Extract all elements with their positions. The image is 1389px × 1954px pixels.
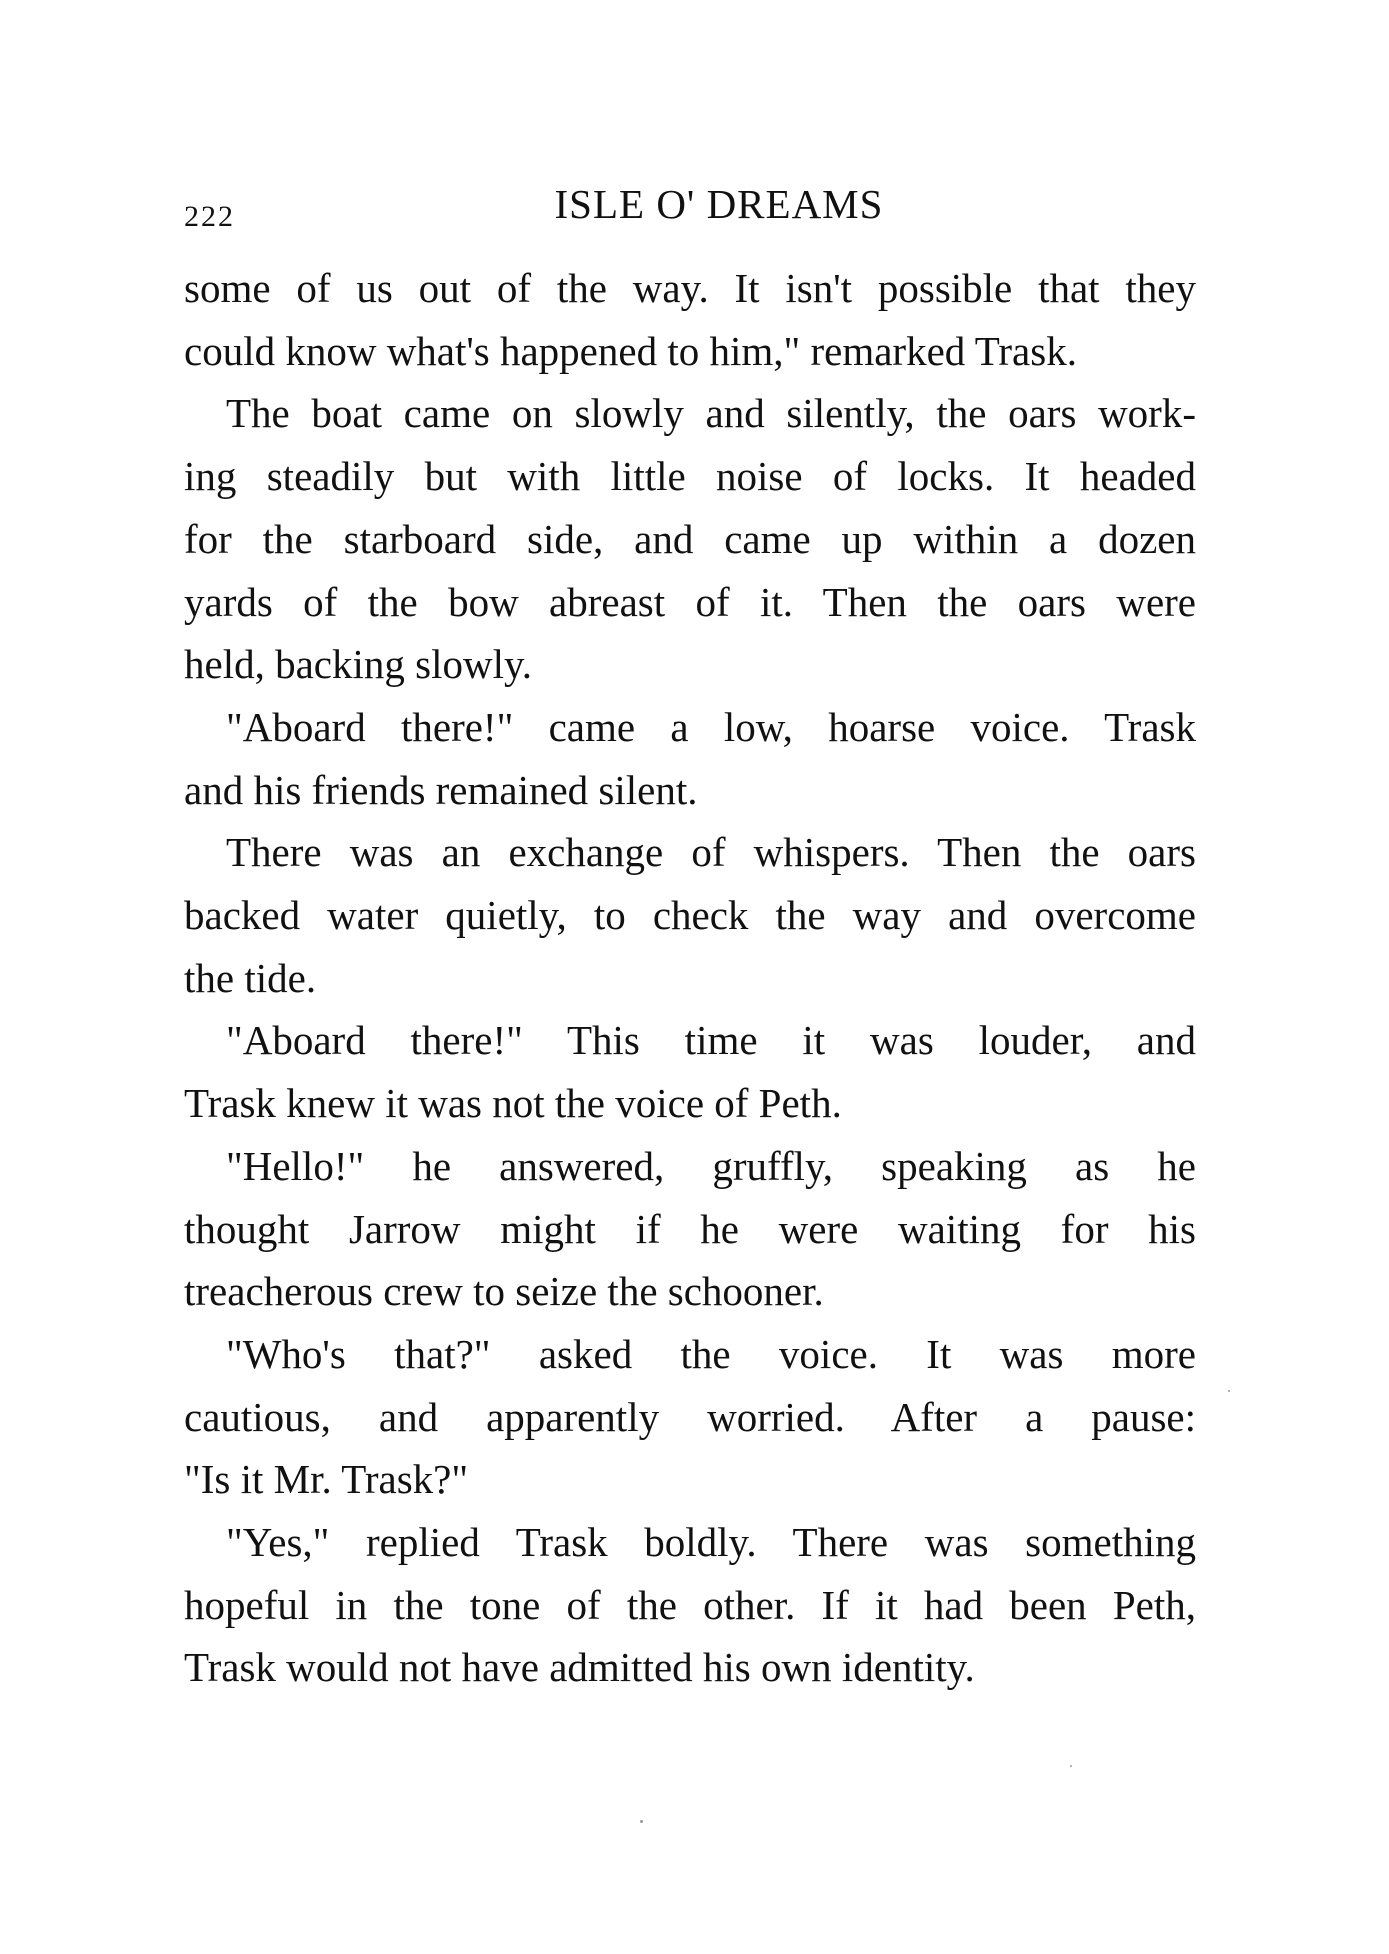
text-line: There was an exchange of whispers. Then the oars xyxy=(226,829,1196,876)
text-line: held, backing slowly. xyxy=(184,641,533,688)
text-line: for the starboard side, and came up within a dozen xyxy=(184,515,1196,562)
text-line: "Who's that?" asked the voice. It was more xyxy=(226,1330,1196,1377)
text-line: "Yes," replied Trask boldly. There was something xyxy=(226,1519,1196,1566)
running-head: ISLE O' DREAMS xyxy=(554,181,884,227)
paper-speck xyxy=(1070,1765,1072,1767)
paragraph xyxy=(184,382,1196,696)
text-line: treacherous crew to seize the schooner. xyxy=(184,1268,824,1315)
paragraph xyxy=(184,1135,1196,1323)
text-line: "Hello!" he answered, gruffly, speaking as he xyxy=(226,1142,1196,1189)
text-line: backed water quietly, to check the way and overcome xyxy=(184,892,1196,939)
page-header xyxy=(184,180,1196,240)
body-text xyxy=(184,257,1196,1699)
paragraph xyxy=(184,257,1196,382)
paragraph xyxy=(184,1323,1196,1511)
text-line: cautious, and apparently worried. After a pause: xyxy=(184,1393,1196,1440)
text-line: some of us out of the way. It isn't possible that they xyxy=(184,265,1196,311)
paragraph xyxy=(184,821,1196,1009)
paragraph xyxy=(184,696,1196,821)
text-line: thought Jarrow might if he were waiting for his xyxy=(184,1205,1196,1252)
page-number: 222 xyxy=(184,200,235,233)
text-line: Trask knew it was not the voice of Peth. xyxy=(184,1080,842,1127)
text-line: Trask would not have admitted his own identity. xyxy=(184,1644,975,1691)
text-line: "Aboard there!" This time it was louder, and xyxy=(226,1017,1196,1064)
text-line: "Aboard there!" came a low, hoarse voice. Trask xyxy=(226,703,1196,750)
paragraph xyxy=(184,1009,1196,1134)
text-line: could know what's happened to him," remarked Trask. xyxy=(184,327,1077,374)
text-line: and his friends remained silent. xyxy=(184,766,698,813)
text-line: yards of the bow abreast of it. Then the oars were xyxy=(184,578,1196,625)
text-line: ing steadily but with little noise of locks. It headed xyxy=(184,453,1196,500)
text-line: hopeful in the tone of the other. If it had been Peth, xyxy=(184,1581,1196,1628)
paragraph xyxy=(184,1511,1196,1699)
paper-speck xyxy=(640,1820,643,1823)
text-line: the tide. xyxy=(184,954,317,1001)
text-line: The boat came on slowly and silently, the oars work- xyxy=(226,390,1196,437)
text-line: "Is it Mr. Trask?" xyxy=(184,1456,469,1503)
paper-speck xyxy=(1228,1390,1230,1392)
